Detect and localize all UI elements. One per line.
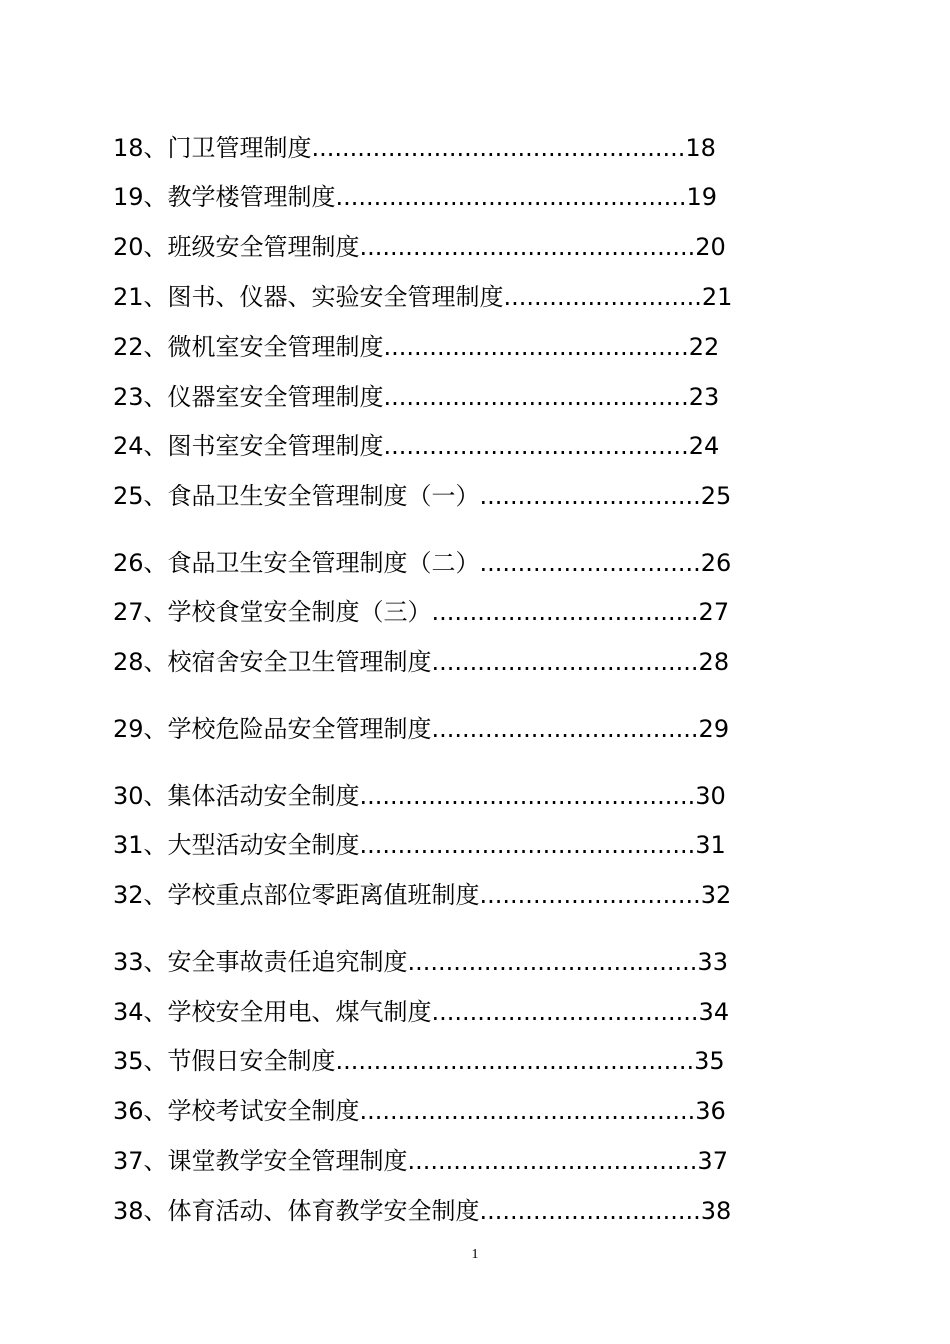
toc-entry-35: 35、节假日安全制度...............................................35: [113, 1047, 725, 1075]
toc-entry-25: 25、食品卫生安全管理制度（一）.............................25: [113, 482, 732, 510]
toc-entry-37: 37、课堂教学安全管理制度......................................37: [113, 1147, 728, 1175]
toc-entry-32: 32、学校重点部位零距离值班制度.............................32: [113, 881, 732, 909]
toc-entry-29: 29、学校危险品安全管理制度...................................29: [113, 715, 730, 743]
toc-entry-18: 18、门卫管理制度.................................................18: [113, 134, 716, 162]
toc-entry-33: 33、安全事故责任追究制度......................................33: [113, 948, 728, 976]
toc-entry-26: 26、食品卫生安全管理制度（二）.............................26: [113, 549, 732, 577]
toc-entry-36: 36、学校考试安全制度............................................36: [113, 1097, 726, 1125]
toc-entry-38: 38、体育活动、体育教学安全制度.............................38: [113, 1197, 732, 1225]
toc-entry-27: 27、学校食堂安全制度（三）...................................27: [113, 598, 730, 626]
toc-entry-24: 24、图书室安全管理制度........................................24: [113, 432, 720, 460]
toc-entry-34: 34、学校安全用电、煤气制度...................................34: [113, 998, 730, 1026]
toc-entry-23: 23、仪器室安全管理制度........................................23: [113, 383, 720, 411]
toc-entry-19: 19、教学楼管理制度..............................................19: [113, 183, 718, 211]
toc-entry-21: 21、图书、仪器、实验安全管理制度..........................21: [113, 283, 733, 311]
toc-entry-28: 28、校宿舍安全卫生管理制度...................................28: [113, 648, 730, 676]
page-number: 1: [471, 1247, 479, 1262]
toc-entry-31: 31、大型活动安全制度............................................31: [113, 831, 726, 859]
toc-entry-20: 20、班级安全管理制度............................................20: [113, 233, 726, 261]
toc-entry-30: 30、集体活动安全制度............................................30: [113, 782, 726, 810]
toc-entry-22: 22、微机室安全管理制度........................................22: [113, 333, 720, 361]
